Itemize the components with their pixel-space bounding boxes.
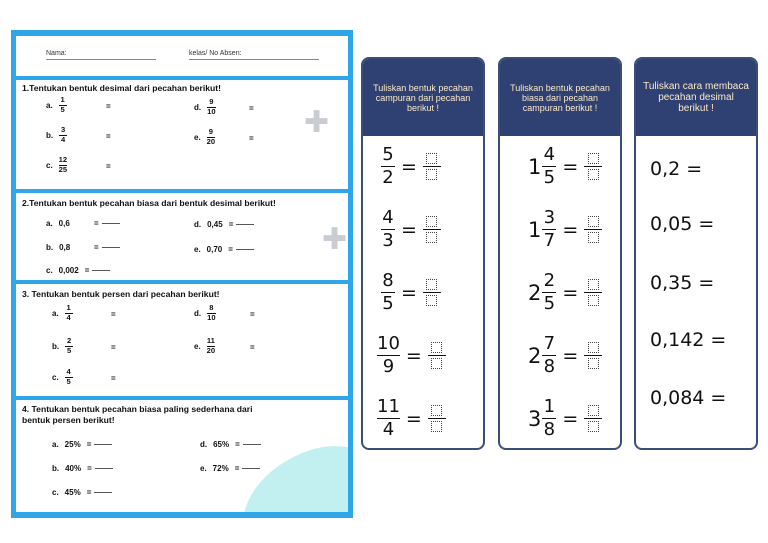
p1-row-4: 10 9 =: [377, 334, 446, 377]
section-1: [16, 80, 348, 189]
panel-improper-fraction: [498, 57, 622, 450]
s4-item-d: d. 65% =: [200, 440, 261, 449]
answer-box[interactable]: [423, 153, 441, 180]
s1-item-e: e. $\frac{9}{20}$: [194, 127, 216, 146]
s2-a-eq: =: [94, 219, 120, 228]
s1-a-eq: =: [106, 102, 111, 111]
worksheet: [11, 30, 353, 518]
answer-box[interactable]: [584, 216, 602, 243]
p3-row-3: 0,35 =: [650, 272, 715, 294]
s1-d-eq: =: [249, 104, 254, 113]
name-label: Nama:: [46, 50, 67, 57]
name-field[interactable]: [46, 59, 156, 60]
answer-box[interactable]: [428, 342, 446, 369]
s4-item-e: e. 72% =: [200, 464, 260, 473]
s2-b-eq: =: [94, 243, 120, 252]
s2-item-c: c. 0,002 =: [46, 266, 110, 275]
answer-box[interactable]: [584, 153, 602, 180]
s3-item-a: a. $\frac{1}{4}$: [52, 303, 71, 322]
p2-row-5: 3 1 8 =: [528, 397, 602, 440]
p2-row-4: 2 7 8 =: [528, 334, 602, 377]
s2-item-b: b. 0,8: [46, 243, 71, 252]
p1-row-1: 5 2 =: [381, 145, 441, 188]
panel-3-header: Tuliskan cara membaca pecahan desimal berikut !: [636, 59, 756, 136]
panel-decimal-reading: [634, 57, 758, 450]
section-2-title: 2.Tentukan bentuk pecahan biasa dari bentuk desimal berikut!: [22, 198, 276, 208]
class-field[interactable]: [189, 59, 319, 60]
section-3-title: 3. Tentukan bentuk persen dari pecahan berikut!: [22, 289, 220, 299]
name-class-header: [16, 36, 348, 76]
p2-row-3: 2 2 5 =: [528, 271, 602, 314]
s4-item-c: c. 45% =: [52, 488, 112, 497]
s1-e-eq: =: [249, 134, 254, 143]
s3-item-d: d. $\frac{8}{10}$: [194, 303, 216, 322]
section-2: [16, 193, 348, 280]
p1-row-3: 8 5 =: [381, 271, 441, 314]
s3-c-eq: =: [111, 374, 116, 383]
s1-item-c: c. $\frac{12}{25}$: [46, 155, 68, 174]
s3-item-b: b. $\frac{2}{5}$: [52, 336, 72, 355]
answer-box[interactable]: [584, 279, 602, 306]
p2-row-1: 1 4 5 =: [528, 145, 602, 188]
s2-item-d: d. 0,45 =: [194, 220, 254, 229]
panel-1-header: Tuliskan bentuk pecahan campuran dari pecahan berikut !: [363, 59, 483, 136]
s1-item-a: a. $\frac{1}{5}$: [46, 95, 65, 114]
s3-b-eq: =: [111, 343, 116, 352]
p3-row-2: 0,05 =: [650, 213, 715, 235]
s1-c-eq: =: [106, 162, 111, 171]
s3-d-eq: =: [250, 310, 255, 319]
section-3: [16, 284, 348, 396]
plus-decoration-icon: ✚: [322, 222, 348, 257]
s3-a-eq: =: [111, 310, 116, 319]
plus-decoration-icon: ✚: [304, 105, 330, 140]
answer-box[interactable]: [428, 405, 446, 432]
s2-item-e: e. 0,70 =: [194, 245, 254, 254]
s1-item-d: d. $\frac{9}{10}$: [194, 97, 216, 116]
s1-item-b: b. $\frac{3}{4}$: [46, 125, 66, 144]
answer-box[interactable]: [584, 405, 602, 432]
s4-item-a: a. 25% =: [52, 440, 112, 449]
p3-row-1: 0,2 =: [650, 158, 703, 180]
s3-e-eq: =: [250, 343, 255, 352]
p1-row-2: 4 3 =: [381, 208, 441, 251]
panel-2-header: Tuliskan bentuk pecahan biasa dari pecahan campuran berikut !: [500, 59, 620, 136]
s4-item-b: b. 40% =: [52, 464, 113, 473]
answer-box[interactable]: [584, 342, 602, 369]
s2-item-a: a. 0,6: [46, 219, 70, 228]
class-label: kelas/ No Absen:: [189, 50, 242, 57]
answer-box[interactable]: [423, 216, 441, 243]
p3-row-4: 0,142 =: [650, 329, 727, 351]
s3-item-c: c. $\frac{4}{5}$: [52, 367, 71, 386]
answer-box[interactable]: [423, 279, 441, 306]
s3-item-e: e. $\frac{11}{20}$: [194, 336, 216, 355]
p2-row-2: 1 3 7 =: [528, 208, 602, 251]
section-4-title: 4. Tentukan bentuk pecahan biasa paling sederhana dari bentuk persen berikut!: [22, 404, 253, 425]
p3-row-5: 0,084 =: [650, 387, 727, 409]
panel-mixed-fraction: [361, 57, 485, 450]
s1-b-eq: =: [106, 132, 111, 141]
p1-row-5: 11 4 =: [377, 397, 446, 440]
section-4: [16, 400, 348, 512]
section-1-title: 1.Tentukan bentuk desimal dari pecahan berikut!: [22, 83, 221, 93]
